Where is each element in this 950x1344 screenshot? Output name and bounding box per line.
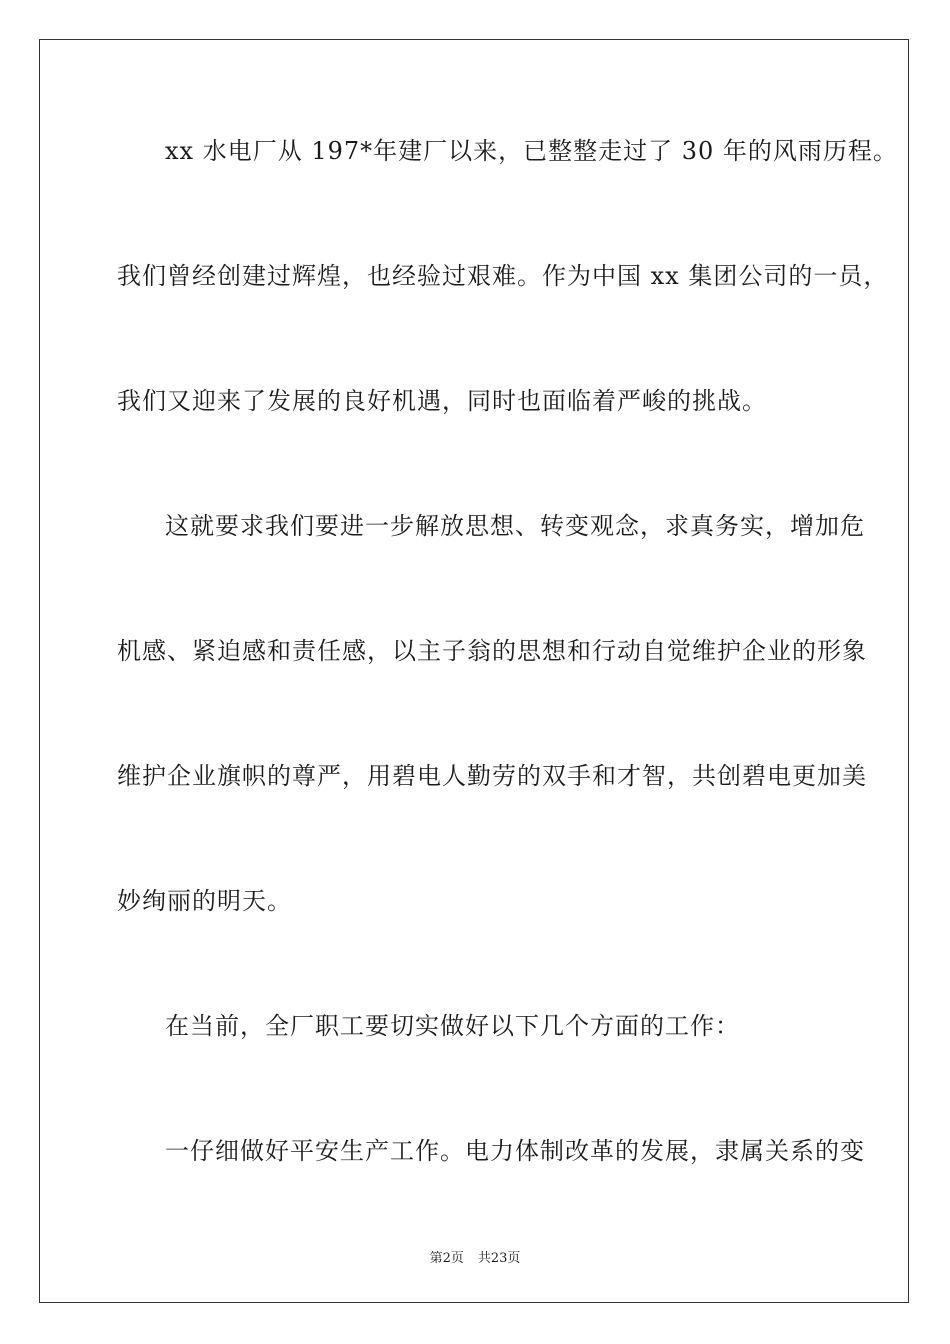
page-footer <box>0 1247 950 1266</box>
paragraph-line: 一仔细做好平安生产工作。电力体制改革的发展，隶属关系的变 <box>165 1137 865 1165</box>
paragraph-line: 维护企业旗帜的尊严，用碧电人勤劳的双手和才智，共创碧电更加美 <box>117 762 867 790</box>
paragraph-line: 这就要求我们要进一步解放思想、转变观念，求真务实，增加危 <box>165 512 865 540</box>
paragraph-line: 机感、紧迫感和责任感，以主子翁的思想和行动自觉维护企业的形象 <box>117 637 867 665</box>
paragraph-line: 我们又迎来了发展的良好机遇，同时也面临着严峻的挑战。 <box>117 387 767 415</box>
paragraph-line: 妙绚丽的明天。 <box>117 887 292 915</box>
page-total: 共23页 <box>477 1251 521 1266</box>
paragraph-line: 在当前，全厂职工要切实做好以下几个方面的工作： <box>165 1012 740 1040</box>
paragraph-line: xx 水电厂从 197*年建厂以来，已整整走过了 30 年的风雨历程。 <box>165 137 898 165</box>
page-number: 第2页 <box>429 1251 464 1266</box>
paragraph-line: 我们曾经创建过辉煌，也经验过艰难。作为中国 xx 集团公司的一员， <box>117 262 889 290</box>
